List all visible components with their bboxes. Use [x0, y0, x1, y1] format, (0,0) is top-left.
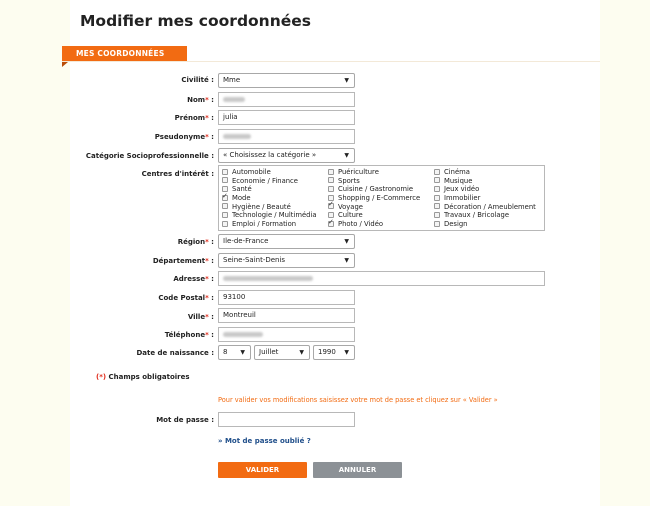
interest-label: Jeux vidéo	[444, 185, 480, 194]
interets-label: Centres d'intérêt :	[141, 170, 214, 178]
validate-button[interactable]: VALIDER	[218, 462, 307, 478]
chevron-down-icon: ▼	[240, 349, 245, 356]
forgot-password-link[interactable]: » Mot de passe oublié ?	[218, 437, 311, 445]
cancel-button[interactable]: ANNULER	[313, 462, 402, 478]
redacted-value	[223, 276, 313, 281]
interest-label: Travaux / Bricolage	[444, 211, 510, 220]
interest-item[interactable]	[328, 185, 420, 194]
checkbox-icon[interactable]	[434, 221, 440, 227]
telephone-input[interactable]	[218, 327, 355, 342]
categorie-select[interactable]: « Choisissez la catégorie » ▼	[218, 148, 355, 163]
chevron-down-icon: ▼	[299, 349, 304, 356]
chevron-down-icon: ▼	[344, 77, 349, 84]
interest-item[interactable]	[222, 194, 317, 203]
prenom-label: Prénom* :	[174, 114, 214, 122]
checkbox-icon[interactable]	[434, 203, 440, 209]
checkbox-icon[interactable]	[434, 177, 440, 183]
checkbox-icon[interactable]	[328, 177, 334, 183]
section-tab: MES COORDONNÉES	[62, 46, 187, 62]
naissance-label: Date de naissance :	[136, 349, 214, 357]
interest-label: Décoration / Ameublement	[444, 202, 536, 211]
interest-item[interactable]	[222, 220, 317, 229]
interest-item[interactable]	[328, 220, 420, 229]
interest-item[interactable]	[222, 168, 317, 177]
validation-instructions: Pour valider vos modifications saisissez votre mot de passe et cliquez sur « Valider »	[218, 396, 498, 404]
interest-label: Immobilier	[444, 194, 481, 203]
adresse-input[interactable]	[218, 271, 545, 286]
interest-item[interactable]	[434, 211, 536, 220]
birth-year-select[interactable]: 1990 ▼	[313, 345, 355, 360]
interest-item[interactable]	[434, 177, 536, 186]
interest-item[interactable]	[222, 185, 317, 194]
redacted-value	[223, 97, 245, 102]
prenom-input[interactable]: julia	[218, 110, 355, 125]
interest-label: Cuisine / Gastronomie	[338, 185, 414, 194]
chevron-down-icon: ▼	[344, 349, 349, 356]
checkbox-checked-icon[interactable]	[328, 221, 334, 227]
adresse-label: Adresse* :	[173, 275, 214, 283]
checkbox-icon[interactable]	[434, 195, 440, 201]
birth-day-select[interactable]: 8 ▼	[218, 345, 251, 360]
checkbox-checked-icon[interactable]	[222, 195, 228, 201]
checkbox-icon[interactable]	[434, 212, 440, 218]
interests-column-1	[222, 168, 317, 229]
password-label: Mot de passe :	[156, 416, 214, 424]
chevron-down-icon: ▼	[344, 257, 349, 264]
categorie-label: Catégorie Socioprofessionnelle :	[85, 152, 214, 160]
chevron-down-icon: ▼	[344, 238, 349, 245]
interest-label: Santé	[232, 185, 252, 194]
interest-item[interactable]	[434, 185, 536, 194]
interest-label: Hygiène / Beauté	[232, 202, 291, 211]
pseudonyme-input[interactable]	[218, 129, 355, 144]
departement-select[interactable]: Seine-Saint-Denis ▼	[218, 253, 355, 268]
interest-label: Economie / Finance	[232, 176, 298, 185]
section-divider	[62, 61, 600, 62]
region-select[interactable]: Ile-de-France ▼	[218, 234, 355, 249]
interest-label: Voyage	[338, 202, 363, 211]
mandatory-note: (*) Champs obligatoires	[96, 373, 190, 381]
chevron-down-icon: ▼	[344, 152, 349, 159]
interest-item[interactable]	[434, 168, 536, 177]
nom-input[interactable]	[218, 92, 355, 107]
civilite-select[interactable]: Mme ▼	[218, 73, 355, 88]
checkbox-icon[interactable]	[328, 169, 334, 175]
interests-column-3	[434, 168, 536, 229]
pseudonyme-label: Pseudonyme* :	[154, 133, 214, 141]
interest-item[interactable]	[328, 203, 420, 212]
birth-month-select[interactable]: Juillet ▼	[254, 345, 310, 360]
password-input[interactable]	[218, 412, 355, 427]
ville-label: Ville* :	[187, 313, 214, 321]
interest-label: Sports	[338, 176, 360, 185]
interest-item[interactable]	[222, 203, 317, 212]
nom-label: Nom* :	[187, 96, 214, 104]
checkbox-icon[interactable]	[222, 221, 228, 227]
interest-item[interactable]	[222, 177, 317, 186]
interest-label: Mode	[232, 194, 251, 203]
checkbox-icon[interactable]	[434, 169, 440, 175]
interest-label: Automobile	[232, 168, 271, 176]
interest-label: Shopping / E-Commerce	[338, 194, 421, 203]
checkbox-icon[interactable]	[222, 203, 228, 209]
interest-item[interactable]	[222, 211, 317, 220]
redacted-value	[223, 332, 263, 337]
interest-label: Puériculture	[338, 168, 379, 176]
departement-label: Département* :	[152, 257, 214, 265]
interest-item[interactable]	[434, 220, 536, 229]
interest-item[interactable]	[328, 211, 420, 220]
interest-label: Technologie / Multimédia	[232, 211, 317, 220]
checkbox-icon[interactable]	[328, 186, 334, 192]
telephone-label: Téléphone* :	[164, 331, 214, 339]
interests-column-2	[328, 168, 420, 229]
checkbox-checked-icon[interactable]	[328, 203, 334, 209]
interest-item[interactable]	[328, 194, 420, 203]
checkbox-icon[interactable]	[222, 169, 228, 175]
interest-label: Cinéma	[444, 168, 470, 176]
interest-label: Design	[444, 220, 468, 229]
interest-item[interactable]	[328, 177, 420, 186]
interest-label: Emploi / Formation	[232, 220, 297, 229]
civilite-label: Civilité :	[181, 76, 214, 84]
interest-item[interactable]	[434, 194, 536, 203]
code-postal-input[interactable]: 93100	[218, 290, 355, 305]
redacted-value	[223, 134, 251, 139]
checkbox-icon[interactable]	[222, 212, 228, 218]
interests-box	[218, 165, 545, 231]
interest-item[interactable]	[434, 203, 536, 212]
interest-label: Culture	[338, 211, 363, 220]
checkbox-icon[interactable]	[434, 186, 440, 192]
interest-label: Photo / Vidéo	[338, 220, 384, 229]
page-title: Modifier mes coordonnées	[80, 12, 312, 30]
ville-input[interactable]: Montreuil	[218, 308, 355, 323]
checkbox-icon[interactable]	[222, 177, 228, 183]
interest-label: Musique	[444, 176, 473, 185]
code-postal-label: Code Postal* :	[158, 294, 214, 302]
region-label: Région* :	[177, 238, 214, 246]
interest-item[interactable]	[328, 168, 420, 177]
